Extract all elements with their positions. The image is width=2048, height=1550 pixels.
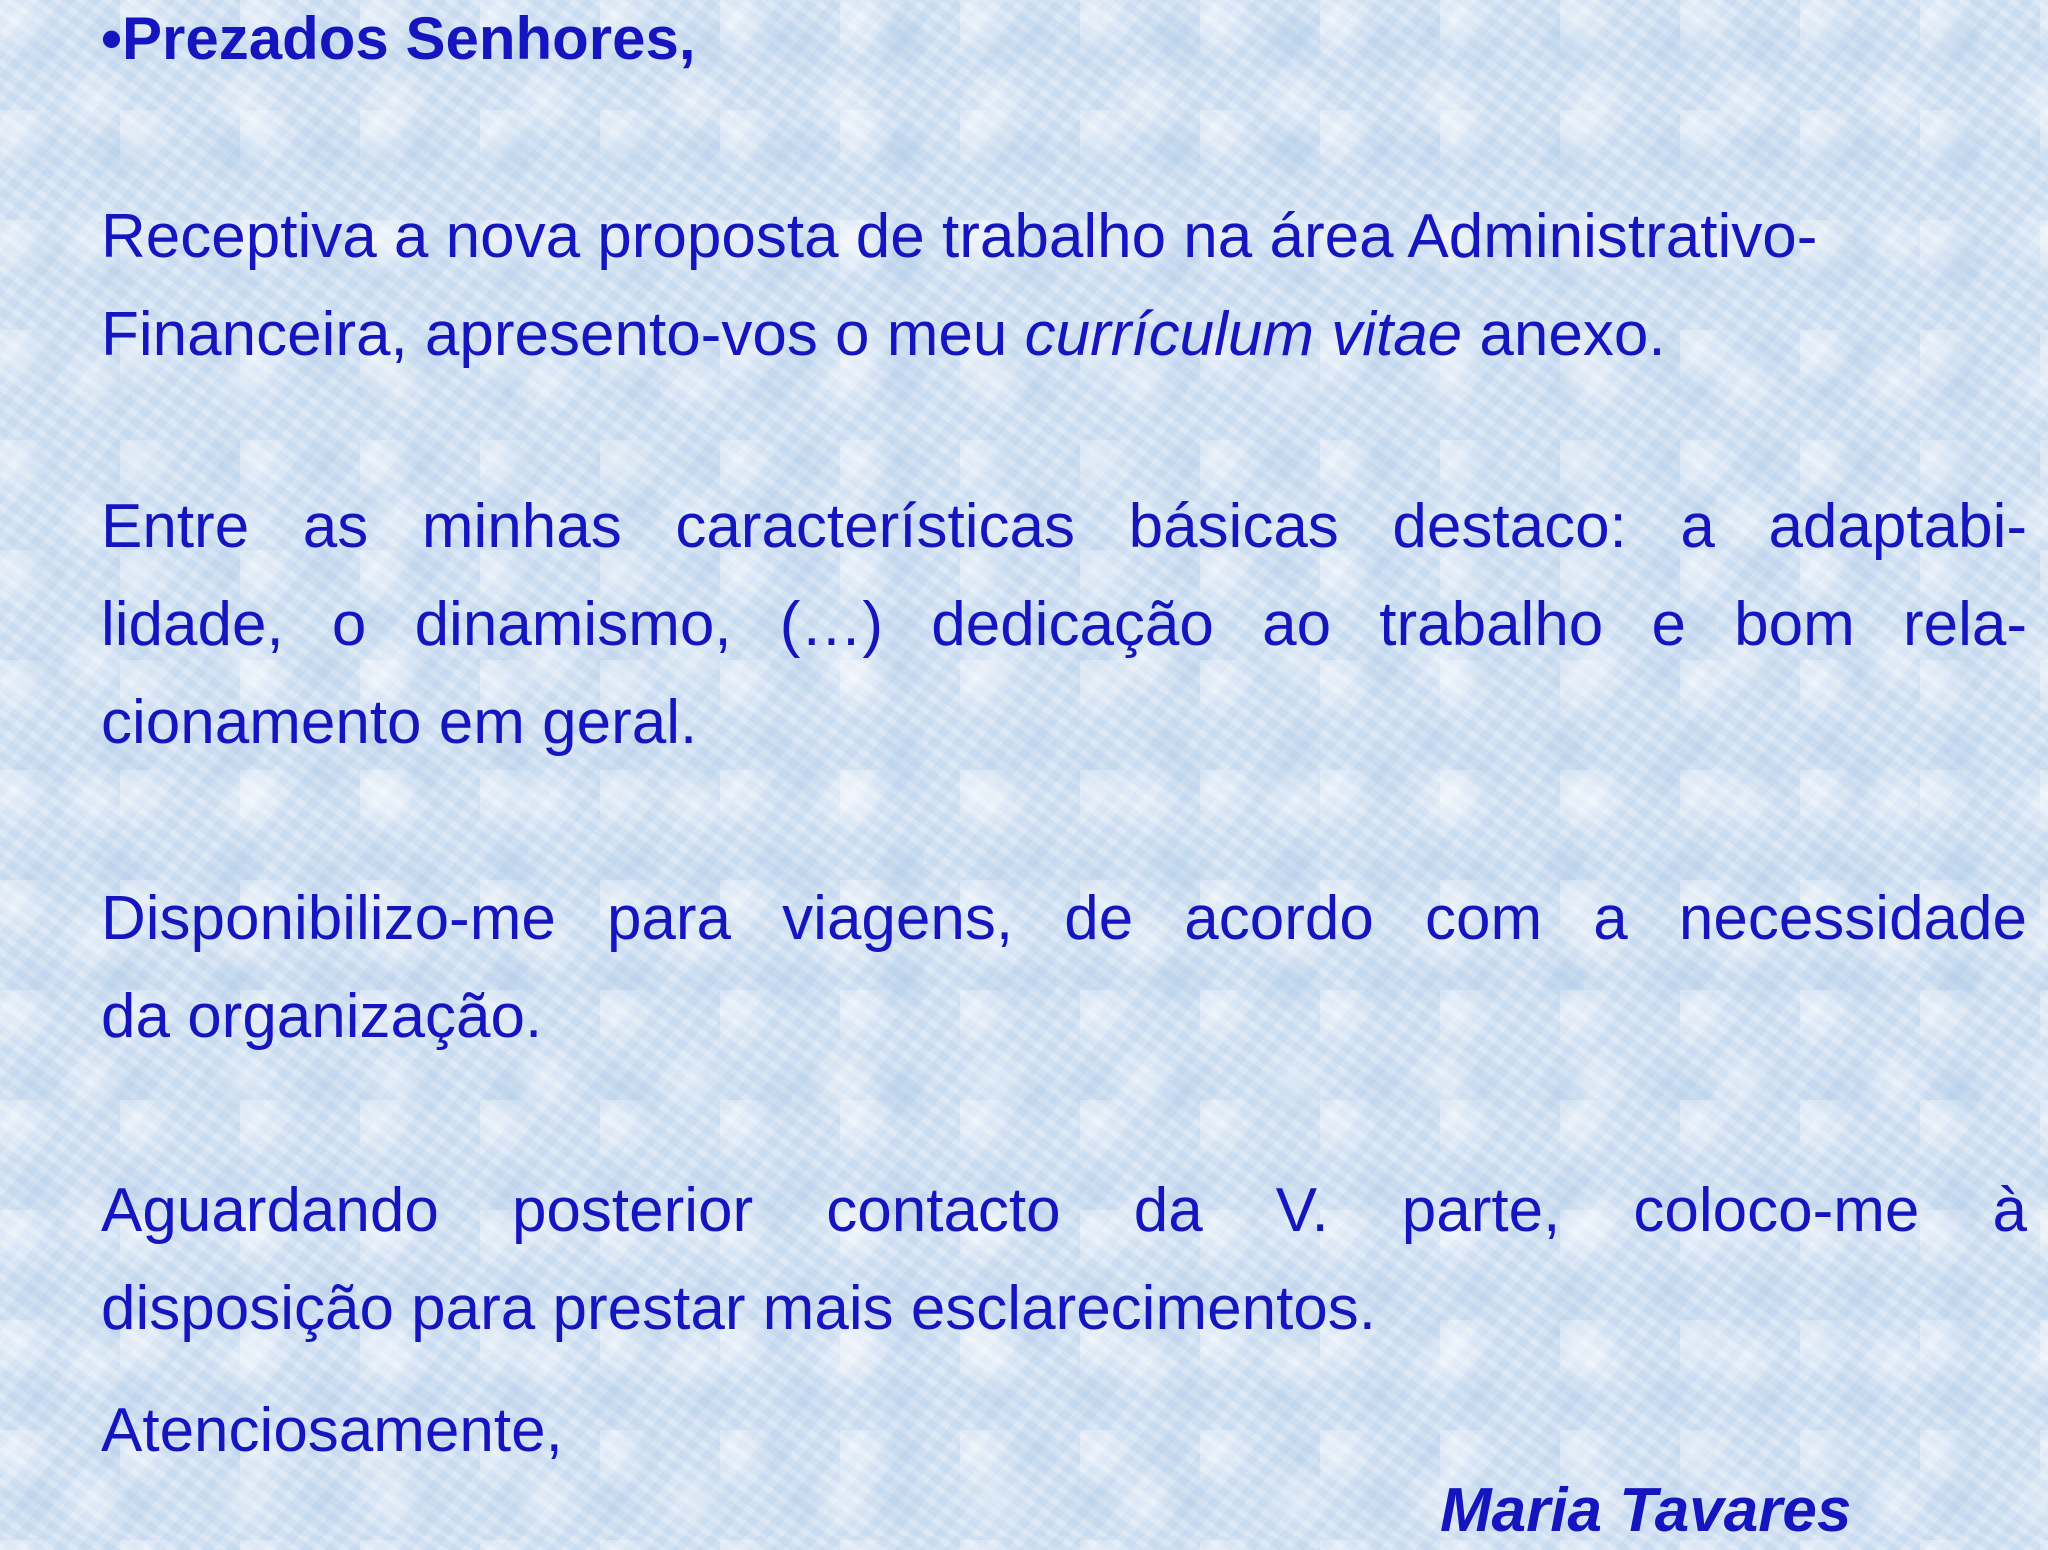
paragraph-availability — [101, 870, 2027, 1066]
curriculum-vitae-text: currículum vitae — [1024, 300, 1463, 369]
paragraph-characteristics-line-1: Entre as minhas características básicas destaco: a adaptabi- — [101, 492, 2027, 561]
paragraph-contact-line-2: disposição para prestar mais esclarecimentos. — [101, 1274, 1376, 1343]
letter-signature: Maria Tavares — [1440, 1476, 1852, 1545]
paragraph-contact-line-1: Aguardando posterior contacto da V. parte, coloco-me à — [101, 1176, 2027, 1245]
paragraph-characteristics — [101, 478, 2027, 772]
paragraph-proposal-line-2-start: Financeira, apresento-vos o meu — [101, 300, 1025, 369]
paragraph-proposal-line-1: Receptiva a nova proposta de trabalho na área Administrativo- — [101, 202, 1818, 271]
paragraph-characteristics-line-3: cionamento em geral. — [101, 688, 698, 757]
paragraph-proposal-line-2 — [101, 286, 1817, 384]
paragraph-characteristics-line-2: lidade, o dinamismo, (…) dedicação ao trabalho e bom rela- — [101, 590, 2027, 659]
letter-closing: Atenciosamente, — [101, 1396, 563, 1465]
letter-greeting: •Prezados Senhores, — [101, 5, 696, 72]
paragraph-contact — [101, 1162, 2027, 1358]
paragraph-availability-line-2: da organização. — [101, 982, 543, 1051]
paragraph-availability-line-1: Disponibilizo-me para viagens, de acordo com a necessidade — [101, 884, 2027, 953]
paragraph-proposal-line-2-end: anexo. — [1462, 300, 1666, 369]
paragraph-proposal — [101, 188, 1817, 384]
